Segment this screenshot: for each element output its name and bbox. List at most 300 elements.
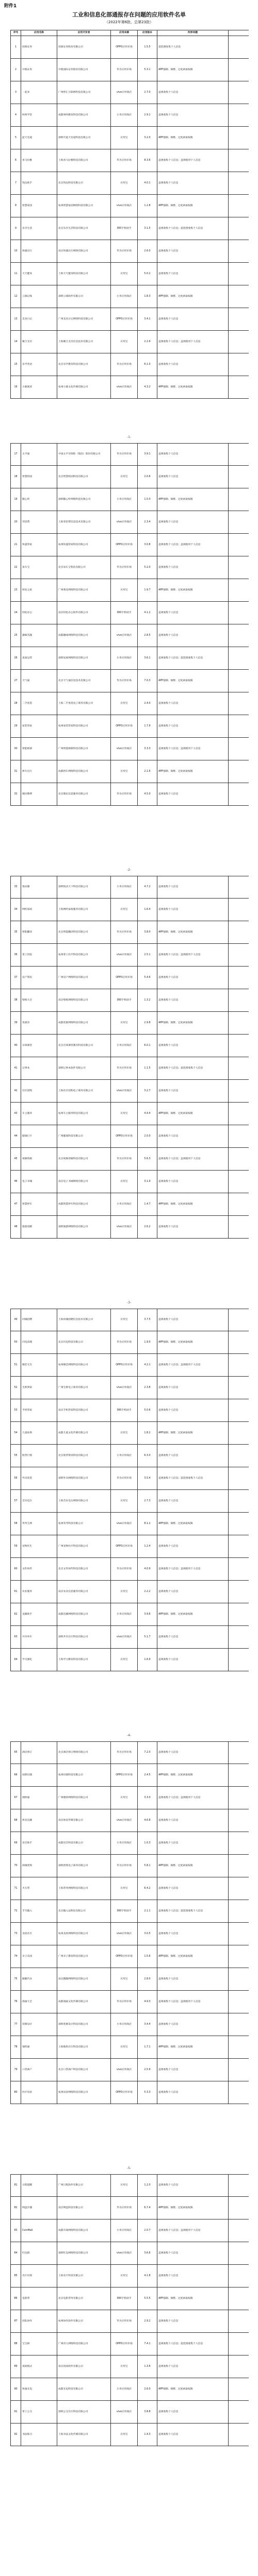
table-cell: APP强制、频繁、过度索取权限: [157, 195, 229, 217]
table-cell: vivo应用商店: [111, 944, 138, 966]
table-cell: 违规收集个人信息；违规使用个人信息: [157, 534, 229, 556]
table-cell: 63: [11, 1626, 21, 1648]
table-cell: 小米应用商店: [111, 2378, 138, 2400]
table-cell: 北京智能翻译科技有限公司: [57, 921, 111, 943]
table-cell: 7.4.1: [138, 2333, 157, 2355]
table-cell: 南京网盘科技有限公司: [57, 2197, 111, 2219]
table-cell: 58: [11, 1513, 21, 1535]
table-cell: 应用宝: [111, 1103, 138, 1125]
document-title: 工业和信息化部通报存在问题的应用软件名单: [72, 11, 186, 18]
table-cell: 智能相册: [21, 738, 57, 760]
table-cell: 北京易车宝科技有限公司: [57, 556, 111, 579]
table-cell: 360手机助手: [111, 1900, 138, 1922]
table-cell: 违规收集个人信息: [157, 1923, 229, 1945]
table-cell: 上海书法文化传媒有限公司: [57, 2424, 111, 2446]
table-cell: 违规收集个人信息；违规使用个人信息: [157, 1354, 229, 1376]
table-cell: 同城招聘: [21, 1309, 57, 1331]
table-cell: 书法练习: [21, 2424, 57, 2446]
table-cell: vivo应用商店: [111, 1626, 138, 1648]
table-row: [10, 2059, 249, 2081]
table-cell: 3.9.1: [138, 444, 157, 465]
table-cell: 杭州婚恋网络科技有限公司: [57, 1354, 111, 1376]
table-cell: 北京视频剪辑科技有限公司: [57, 1148, 111, 1170]
table-header-cell: 所涉问题: [157, 30, 229, 36]
table-cell: 酒店预订: [21, 1742, 57, 1764]
table-row: [10, 1513, 249, 1535]
table-cell: 趣味答题: [21, 624, 57, 647]
table-cell: OPPO应用市场: [111, 308, 138, 330]
table-cell: 成都币商网络科技有限公司: [57, 2219, 111, 2242]
table-cell: 39: [11, 1012, 21, 1034]
table-row: [10, 2355, 249, 2378]
table-cell: APP强制、频繁、过度索取权限: [157, 1103, 229, 1125]
table-cell: 萌宠之家: [21, 579, 57, 601]
table-cell: 华为应用市场: [111, 1148, 138, 1170]
table-cell: 中银国际证券股份有限公司: [57, 59, 111, 81]
table-cell: APP强制、频繁、过度索取权限: [157, 1513, 229, 1535]
table-row: [10, 488, 249, 511]
table-cell: 成都充电科技有限公司: [57, 2378, 111, 2400]
table-cell: 优惠券: [21, 1012, 57, 1034]
table-cell: 3.8.8: [138, 2401, 157, 2423]
table-row: [10, 2174, 249, 2197]
table-cell: OPPO应用市场: [111, 715, 138, 737]
table-cell: 90: [11, 2378, 21, 2400]
table-cell: 南京快捷出行网络有限公司: [57, 240, 111, 262]
table-cell: 10: [11, 240, 21, 262]
table-cell: 生鲜到家: [21, 1377, 57, 1399]
table-cell: 违规收集个人信息: [157, 1080, 229, 1102]
table-cell: 广州智能相册科技有限公司: [57, 738, 111, 760]
table-cell: 快速充电: [21, 2378, 57, 2400]
table-cell: 24: [11, 602, 21, 624]
table-cell: 360手机助手: [111, 2287, 138, 2310]
table-cell: 4.0.9: [138, 1558, 157, 1580]
table-cell: 6.1.0: [138, 353, 157, 376]
table-cell: 违规收集个人信息: [157, 444, 229, 465]
table-row: [10, 1399, 249, 1422]
table-cell: 乐享生活: [21, 217, 57, 240]
table-cell: 智慧校园: [21, 466, 57, 488]
table-cell: 3.3.3: [138, 738, 157, 760]
table-cell: 6: [11, 149, 21, 172]
table-cell: 36: [11, 944, 21, 966]
table-cell: 应用宝: [111, 1422, 138, 1444]
page-number: -2-: [126, 868, 132, 872]
table-cell: 杭州智慧家园网络科技有限公司: [57, 195, 111, 217]
table-cell: 51: [11, 1354, 21, 1376]
table-cell: 2.3.4: [138, 511, 157, 533]
table-cell: 360手机助手: [111, 1399, 138, 1421]
table-cell: 违规收集个人信息: [157, 2242, 229, 2264]
table-cell: 健康打卡: [21, 1125, 57, 1147]
table-cell: 违规收集个人信息: [157, 353, 229, 376]
table-cell: 违规收集个人信息: [157, 2059, 229, 2081]
table-cell: 华为应用市场: [111, 1855, 138, 1877]
table-row: [10, 2197, 249, 2219]
table-cell: 股票行情: [21, 1445, 57, 1467]
table-cell: 3.1.5: [138, 217, 157, 240]
table-cell: 成都儿童文化传媒有限公司: [57, 1422, 111, 1444]
table-cell: 记事本: [21, 1057, 57, 1079]
table-cell: 小米应用商店: [111, 285, 138, 308]
table-cell: 易车宝: [21, 556, 57, 579]
table-cell: 应用宝: [111, 1012, 138, 1034]
table-cell: 网盘存储: [21, 2197, 57, 2219]
table-cell: 360手机助手: [111, 989, 138, 1011]
table-cell: 驾考宝典: [21, 1513, 57, 1535]
table-cell: 38: [11, 989, 21, 1011]
table-row: [10, 1581, 249, 1603]
table-cell: 1.7.1: [138, 2036, 157, 2058]
table-cell: 59: [11, 1535, 21, 1557]
table-cell: 杭州掌上医疗科技有限公司: [57, 944, 111, 966]
table-cell: 天气通: [21, 670, 57, 692]
table-cell: 违规收集个人信息: [157, 466, 229, 488]
table-cell: vivo应用商店: [111, 195, 138, 217]
table-row: [10, 172, 249, 195]
table-row: [10, 738, 249, 760]
table-row: [10, 1445, 249, 1467]
table-cell: 违规收集个人信息: [157, 2424, 229, 2446]
app-table: [10, 443, 249, 806]
table-cell: OPPO应用市场: [111, 534, 138, 556]
app-table: [10, 1309, 249, 1671]
table-cell: 星座运势: [21, 647, 57, 669]
table-cell: 2.9.8: [138, 1012, 157, 1034]
table-cell: 2.6.0: [138, 240, 157, 262]
table-cell: 违规收集个人信息: [157, 2265, 229, 2287]
table-row: [10, 1035, 249, 1057]
table-cell: 74: [11, 1945, 21, 1968]
table-cell: 4.5.0: [138, 783, 157, 805]
table-row: [10, 1422, 249, 1445]
table-row: [10, 2287, 249, 2310]
table-cell: 应用宝: [111, 2175, 138, 2196]
table-cell: 学习强化: [21, 1649, 57, 1671]
table-cell: 75: [11, 1968, 21, 1990]
table-cell: 小鹿阅读: [21, 376, 57, 398]
table-cell: 34: [11, 899, 21, 921]
table-row: [10, 579, 249, 602]
table-cell: 82: [11, 2197, 21, 2219]
table-cell: 北京文件快传科技有限公司: [57, 1558, 111, 1580]
table-cell: 违规收集个人信息；超范围收集个人信息: [157, 1900, 229, 1922]
table-row: [10, 2378, 249, 2401]
document-subtitle: （2022年第6批，总第23批）: [104, 20, 154, 24]
table-cell: 华为应用市场: [111, 1331, 138, 1353]
table-cell: 在线课堂: [21, 1035, 57, 1057]
table-cell: 8.1.2: [138, 1513, 157, 1535]
table-row: [10, 2081, 249, 2104]
table-cell: 违规收集个人信息；超范围收集个人信息: [157, 1057, 229, 1079]
table-cell: 上海二手优选电子商务有限公司: [57, 692, 111, 715]
table-cell: OPPO应用市场: [111, 1764, 138, 1786]
table-cell: 上海票务网络科技有限公司: [57, 1877, 111, 1900]
table-cell: 79: [11, 2059, 21, 2081]
table-cell: 深圳红包网络科技有限公司: [57, 2242, 111, 2264]
table-cell: 南京电子书城网络有限公司: [57, 1171, 111, 1193]
table-cell: 小米应用商店: [111, 2219, 138, 2242]
table-row: [10, 989, 249, 1012]
table-row: [10, 2310, 249, 2333]
table-cell: 4.7.2: [138, 876, 157, 898]
table-cell: 5.1.7: [138, 1626, 157, 1648]
table-row: [10, 1558, 249, 1581]
table-cell: 上海聚合支付信息技术有限公司: [57, 331, 111, 353]
table-row: [10, 149, 249, 172]
table-cell: 华为应用市场: [111, 2310, 138, 2332]
table-cell: 5.6.3: [138, 1148, 157, 1170]
table-cell: 30: [11, 738, 21, 760]
table-row: [10, 2036, 249, 2059]
table-cell: 广州萌宠网络科技有限公司: [57, 579, 111, 601]
table-cell: 6.7.4: [138, 2197, 157, 2219]
table-cell: 53: [11, 1399, 21, 1421]
table-cell: 2: [11, 59, 21, 81]
table-cell: vivo应用商店: [111, 1377, 138, 1399]
table-cell: 违规收集个人信息: [157, 240, 229, 262]
table-cell: 华为应用市场: [111, 670, 138, 692]
table-row: [10, 1787, 249, 1809]
table-cell: 违规收集个人信息: [157, 2310, 229, 2332]
table-cell: vivo应用商店: [111, 81, 138, 104]
table-cell: vivo应用商店: [111, 1809, 138, 1832]
table-cell: 37: [11, 967, 21, 989]
table-cell: 儿童故事: [21, 1422, 57, 1444]
table-cell: 北京闪电科技有限公司: [57, 1331, 111, 1353]
table-cell: 违规收集个人信息: [157, 1125, 229, 1147]
table-cell: APP强制、频繁、过度索取权限: [157, 1193, 229, 1215]
table-cell: 拼车出行: [21, 760, 57, 783]
table-cell: 违规收集个人信息；违规使用个人信息: [157, 149, 229, 172]
table-cell: 71: [11, 1877, 21, 1900]
table-row: [10, 602, 249, 624]
table-cell: 家装管家: [21, 715, 57, 737]
table-cell: 应用宝: [111, 331, 138, 353]
table-cell: 92: [11, 2424, 21, 2446]
table-cell: 3.8.0: [138, 921, 157, 943]
table-cell: 2.9.2: [138, 2310, 157, 2332]
table-cell: 2.7.0: [138, 81, 157, 104]
table-cell: 深圳云端软件有限公司: [57, 285, 111, 308]
table-row: [10, 1764, 249, 1787]
table-cell: 应用宝: [111, 127, 138, 149]
table-cell: 掌上公交: [21, 2401, 57, 2423]
table-cell: 55: [11, 1445, 21, 1467]
table-cell: 违规收集个人信息: [157, 2081, 229, 2104]
table-cell: 北京便民信息服务有限公司: [57, 783, 111, 805]
table-cell: 违规收集个人信息: [157, 556, 229, 579]
table-row: [10, 783, 249, 806]
table-cell: 2.5.1: [138, 944, 157, 966]
table-cell: 深圳悦动天下科技有限公司: [57, 876, 111, 898]
table-cell: 应用宝: [111, 692, 138, 715]
table-cell: 违规收集个人信息: [157, 876, 229, 898]
table-cell: 2.8.0: [138, 1968, 157, 1990]
table-cell: 广州亲子教育科技有限公司: [57, 1945, 111, 1968]
table-cell: 成都优惠网络科技有限公司: [57, 1012, 111, 1034]
table-row: [10, 263, 249, 285]
table-cell: vivo应用商店: [111, 376, 138, 398]
table-cell: 音乐电台: [21, 1490, 57, 1512]
table-cell: 上海天天健身科技有限公司: [57, 263, 111, 285]
table-cell: 快递管家: [21, 534, 57, 556]
table-row: [10, 1490, 249, 1513]
table-cell: 67: [11, 1787, 21, 1809]
table-cell: 外卖优选: [21, 1467, 57, 1489]
table-cell: APP强制、频繁、过度索取权限: [157, 376, 229, 398]
table-cell: 地铁通: [21, 2036, 57, 2058]
table-cell: 火车票: [21, 1877, 57, 1900]
table-cell: APP强制、频繁、过度索取权限: [157, 2197, 229, 2219]
table-cell: 上海社区团购电子商务有限公司: [57, 1080, 111, 1102]
table-cell: 上海同城招聘信息技术有限公司: [57, 1309, 111, 1331]
table-cell: 7.2.0: [138, 1742, 157, 1764]
table-cell: 违规收集个人信息: [157, 2401, 229, 2423]
table-cell: vivo应用商店: [111, 1216, 138, 1238]
table-cell: 78: [11, 2036, 21, 2058]
table-row: [10, 1103, 249, 1125]
table-cell: 2.1.6: [138, 760, 157, 783]
table-row: [10, 127, 249, 149]
table-cell: 2.7.3: [138, 1490, 157, 1512]
table-cell: 违规收集个人信息: [157, 511, 229, 533]
table-cell: 2.2.9: [138, 331, 157, 353]
table-cell: 夜间模式: [21, 2355, 57, 2378]
table-cell: vivo应用商店: [111, 1923, 138, 1945]
table-cell: 1.2.0: [138, 2175, 157, 2196]
table-row: [10, 1991, 249, 2013]
table-cell: 小米应用商店: [111, 1193, 138, 1215]
table-cell: 3.9.6: [138, 1603, 157, 1625]
table-row: [10, 466, 249, 488]
table-cell: CoinMall: [21, 2219, 57, 2242]
table-cell: 应用宝: [111, 172, 138, 194]
table-cell: 中国太平洋保险（集团）股份有限公司: [57, 444, 111, 465]
table-cell: 成都叫叫教育科技有限公司: [57, 104, 111, 126]
table-cell: 违规收集个人信息: [157, 1626, 229, 1648]
table-cell: 聚合支付: [21, 331, 57, 353]
table-row: [10, 1741, 249, 1764]
table-cell: OPPO应用市场: [111, 1354, 138, 1376]
table-cell: 违规收集个人信息: [157, 1832, 229, 1854]
table-cell: 违规收集个人信息: [157, 1377, 229, 1399]
table-cell: 2.0.7: [138, 2219, 157, 2242]
table-cell: APP强制、频繁、过度索取权限: [157, 2036, 229, 2058]
table-cell: 成都趣味网络科技有限公司: [57, 624, 111, 647]
table-cell: 名片识别: [21, 2265, 57, 2287]
table-cell: 一起来: [21, 81, 57, 104]
table-cell: 360手机助手: [111, 217, 138, 240]
table-row: [10, 1309, 249, 1331]
table-cell: 2.9.1: [138, 104, 157, 126]
table-row: [10, 2013, 249, 2036]
table-cell: 68: [11, 1809, 21, 1832]
table-cell: 80: [11, 2081, 21, 2104]
table-cell: 1.5.5: [138, 36, 157, 58]
table-row: [10, 104, 249, 127]
table-cell: 违规收集个人信息: [157, 2175, 229, 2196]
table-cell: 应用宝: [111, 466, 138, 488]
table-cell: 华为应用市场: [111, 240, 138, 262]
table-cell: 50: [11, 1331, 21, 1353]
table-cell: 4.0.1: [138, 172, 157, 194]
table-cell: 违规收集个人信息: [157, 783, 229, 805]
table-cell: APP强制、频繁、过度索取权限: [157, 1764, 229, 1786]
table-cell: 应用宝: [111, 2355, 138, 2378]
table-cell: 华为应用市场: [111, 2197, 138, 2219]
table-cell: 87: [11, 2310, 21, 2332]
table-row: [10, 692, 249, 715]
table-cell: 33: [11, 876, 21, 898]
table-cell: 1.5.0: [138, 488, 157, 511]
table-cell: 违规收集个人信息；违规使用个人信息: [157, 944, 229, 966]
table-cell: 深圳市蓝天有道科技有限公司: [57, 127, 111, 149]
table-cell: 7.0.3: [138, 670, 157, 692]
table-cell: 91: [11, 2401, 21, 2423]
table-row: [10, 2401, 249, 2424]
table-header-cell: 序号: [11, 30, 21, 36]
table-cell: 7: [11, 172, 21, 194]
table-cell: 9: [11, 217, 21, 240]
table-cell: APP强制、频繁、过度索取权限: [157, 1855, 229, 1877]
table-cell: 8: [11, 195, 21, 217]
table-cell: 叫叫学堂: [21, 104, 57, 126]
table-row: [10, 2242, 249, 2265]
table-cell: 违规收集个人信息: [157, 989, 229, 1011]
table-cell: 广州美食日记网络科技有限公司: [57, 308, 111, 330]
table-cell: 小米应用商店: [111, 488, 138, 511]
table-cell: 小米应用商店: [111, 104, 138, 126]
table-cell: 45: [11, 1148, 21, 1170]
table-cell: 南京夜间软件有限公司: [57, 2355, 111, 2378]
table-row: [10, 1923, 249, 1945]
table-cell: 语音助手: [21, 1832, 57, 1854]
table-cell: APP强制、频繁、过度索取权限: [157, 1945, 229, 1968]
table-cell: 共享单车: [21, 1626, 57, 1648]
table-cell: 广州宠物医疗科技有限公司: [57, 1535, 111, 1557]
table-cell: 理财通: [21, 1787, 57, 1809]
table-cell: 20: [11, 511, 21, 533]
table-header-row: [10, 30, 249, 36]
table-cell: 17: [11, 444, 21, 465]
table-row: [10, 1331, 249, 1354]
table-cell: 文件快传: [21, 1558, 57, 1580]
table-cell: 随心听: [21, 488, 57, 511]
table-cell: 北京酒店预订网络有限公司: [57, 1742, 111, 1764]
table-row: [10, 1877, 249, 1900]
table-cell: 65: [11, 1742, 21, 1764]
table-cell: 违规收集个人信息: [157, 308, 229, 330]
table-row: [10, 1193, 249, 1216]
table-row: [10, 1535, 249, 1558]
table-cell: 3.0.5: [138, 1923, 157, 1945]
table-cell: 杭州小鹿文化传媒有限公司: [57, 376, 111, 398]
table-cell: 违规收集个人信息；违规使用个人信息: [157, 1787, 229, 1809]
table-cell: 违规收集个人信息: [157, 624, 229, 647]
table-cell: 北京输入法科技有限公司: [57, 1900, 111, 1922]
table-cell: 4.4.4: [138, 1103, 157, 1125]
table-cell: 1.8.3: [138, 285, 157, 308]
table-cell: 华为应用市场: [111, 1558, 138, 1580]
table-row: [10, 647, 249, 670]
table-cell: 违规收集个人信息: [157, 1171, 229, 1193]
table-row: [10, 1125, 249, 1148]
table-cell: OPPO应用市场: [111, 36, 138, 58]
table-cell: 手写输入: [21, 1900, 57, 1922]
table-cell: 27: [11, 670, 21, 692]
